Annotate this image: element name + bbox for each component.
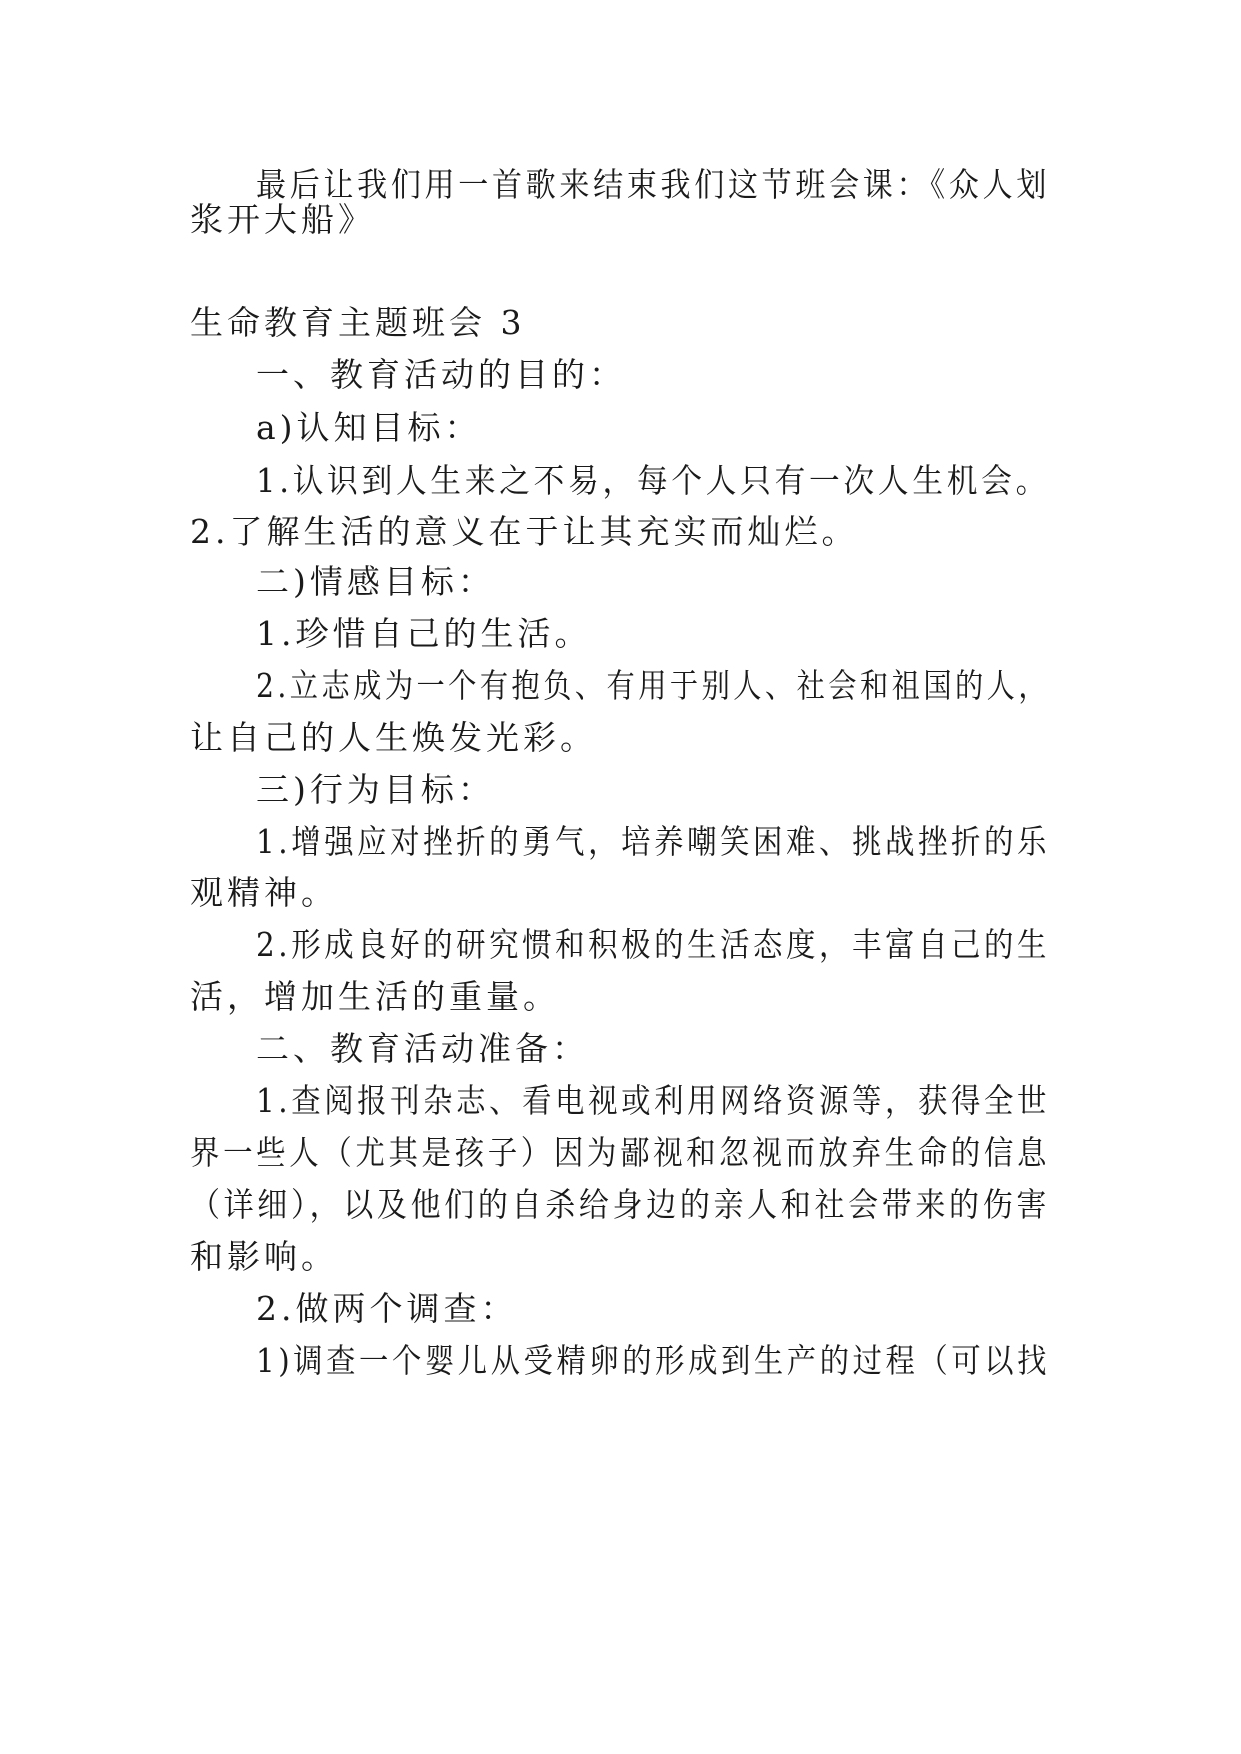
heading-line: 二、教育活动准备： — [256, 1029, 589, 1068]
list-item: 1.查阅报刊杂志、看电视或利用网络资源等，获得全世 — [256, 1081, 1050, 1120]
list-item-continuation: 界一些人（尤其是孩子）因为鄙视和忽视而放弃生命的信息 — [190, 1133, 1051, 1172]
list-item-continuation: 观精神。 — [190, 873, 338, 912]
list-item-continuation: 让自己的人生焕发光彩。 — [190, 718, 597, 757]
list-item: 1)调查一个婴儿从受精卵的形成到生产的过程（可以找 — [256, 1341, 1051, 1380]
paragraph-line: 浆开大船》 — [190, 200, 375, 239]
list-item-continuation: （详细），以及他们的自杀给身边的亲人和社会带来的伤害 — [190, 1185, 1051, 1224]
paragraph-line: 最后让我们用一首歌来结束我们这节班会课：《众人划 — [256, 165, 1051, 204]
list-item-continuation: 和影响。 — [190, 1237, 338, 1276]
subheading-line: 二)情感目标： — [256, 562, 495, 601]
list-item-continuation: 活，增加生活的重量。 — [190, 977, 560, 1016]
document-page — [190, 0, 1050, 1754]
list-item: 1.珍惜自己的生活。 — [256, 614, 592, 653]
section-heading: 生命教育主题班会 3 — [190, 303, 526, 342]
list-item: 2.了解生活的意义在于让其充实而灿烂。 — [190, 512, 859, 551]
list-item: 2.形成良好的研究惯和积极的生活态度，丰富自己的生 — [256, 925, 1050, 964]
list-item: 1.增强应对挫折的勇气，培养嘲笑困难、挑战挫折的乐 — [256, 822, 1050, 861]
list-item: 1.认识到人生来之不易，每个人只有一次人生机会。 — [256, 461, 1051, 500]
list-item: 2.立志成为一个有抱负、有用于别人、社会和祖国的人， — [256, 666, 1051, 705]
subheading-line: 三)行为目标： — [256, 770, 495, 809]
subheading-line: a)认知目标： — [256, 408, 482, 447]
list-item: 2.做两个调查： — [256, 1289, 518, 1328]
heading-line: 一、教育活动的目的： — [256, 355, 626, 394]
